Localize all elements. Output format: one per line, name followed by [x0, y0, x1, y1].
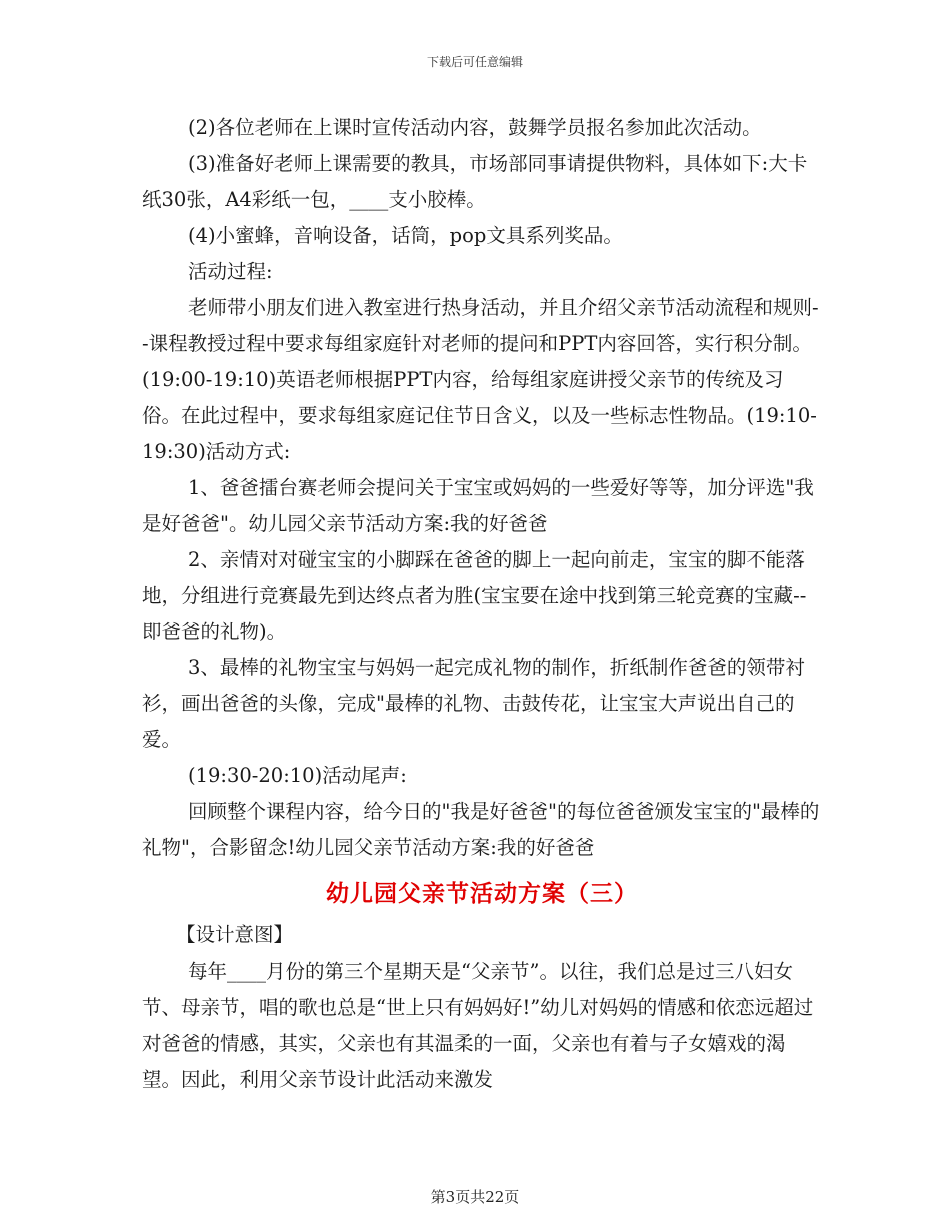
paragraph: (3)准备好老师上课需要的教具，市场部同事请提供物料，具体如下:大卡纸30张，A4彩纸一包，____支小胶棒。: [142, 152, 808, 211]
paragraph: (2)各位老师在上课时宣传活动内容，鼓舞学员报名参加此次活动。: [188, 116, 762, 139]
page-footer: 第3页共22页: [430, 1188, 520, 1206]
section-title: 幼儿园父亲节活动方案（三）: [326, 880, 638, 907]
paragraph: 活动过程:: [188, 260, 273, 283]
paragraph: 回顾整个课程内容，给今日的"我是好爸爸"的每位爸爸颁发宝宝的"最棒的礼物"，合影留念!幼儿园父亲节活动方案:我的好爸爸: [142, 800, 820, 859]
paragraph: 每年____月份的第三个星期天是“父亲节”。以往，我们总是过三八妇女节、母亲节，唱的歌也总是“世上只有妈妈好!”幼儿对妈妈的情感和依恋远超过对爸爸的情感，其实，父亲也有其温柔的一面，父亲也有着与子女嬉戏的渴望。因此，利用父亲节设计此活动来激发: [142, 960, 814, 1091]
paragraph: (4)小蜜蜂，音响设备，话筒，pop文具系列奖品。: [188, 224, 623, 247]
section-subheading: 【设计意图】: [176, 923, 294, 946]
paragraph: 1、爸爸擂台赛老师会提问关于宝宝或妈妈的一些爱好等等，加分评选"我是好爸爸"。幼儿园父亲节活动方案:我的好爸爸: [142, 476, 814, 535]
page-header: 下载后可任意编辑: [426, 55, 523, 69]
paragraph: 3、最棒的礼物宝宝与妈妈一起完成礼物的制作，折纸制作爸爸的领带衬衫，画出爸爸的头像，完成"最棒的礼物、击鼓传花，让宝宝大声说出自己的爱。: [142, 656, 805, 751]
document-body: [142, 110, 822, 1098]
paragraph: 老师带小朋友们进入教室进行热身活动，并且介绍父亲节活动流程和规则--课程教授过程中要求每组家庭针对老师的提问和PPT内容回答，实行积分制。(19:00-19:10)英语老师根据PPT内容，给每组家庭讲授父亲节的传统及习俗。在此过程中，要求每组家庭记住节日含义，以及一些标志性物品。(19:10-19:30)活动方式:: [142, 296, 819, 463]
paragraph: (19:30-20:10)活动尾声:: [188, 764, 407, 787]
paragraph: 2、亲情对对碰宝宝的小脚踩在爸爸的脚上一起向前走，宝宝的脚不能落地，分组进行竞赛最先到达终点者为胜(宝宝要在途中找到第三轮竞赛的宝藏--即爸爸的礼物)。: [142, 548, 807, 643]
